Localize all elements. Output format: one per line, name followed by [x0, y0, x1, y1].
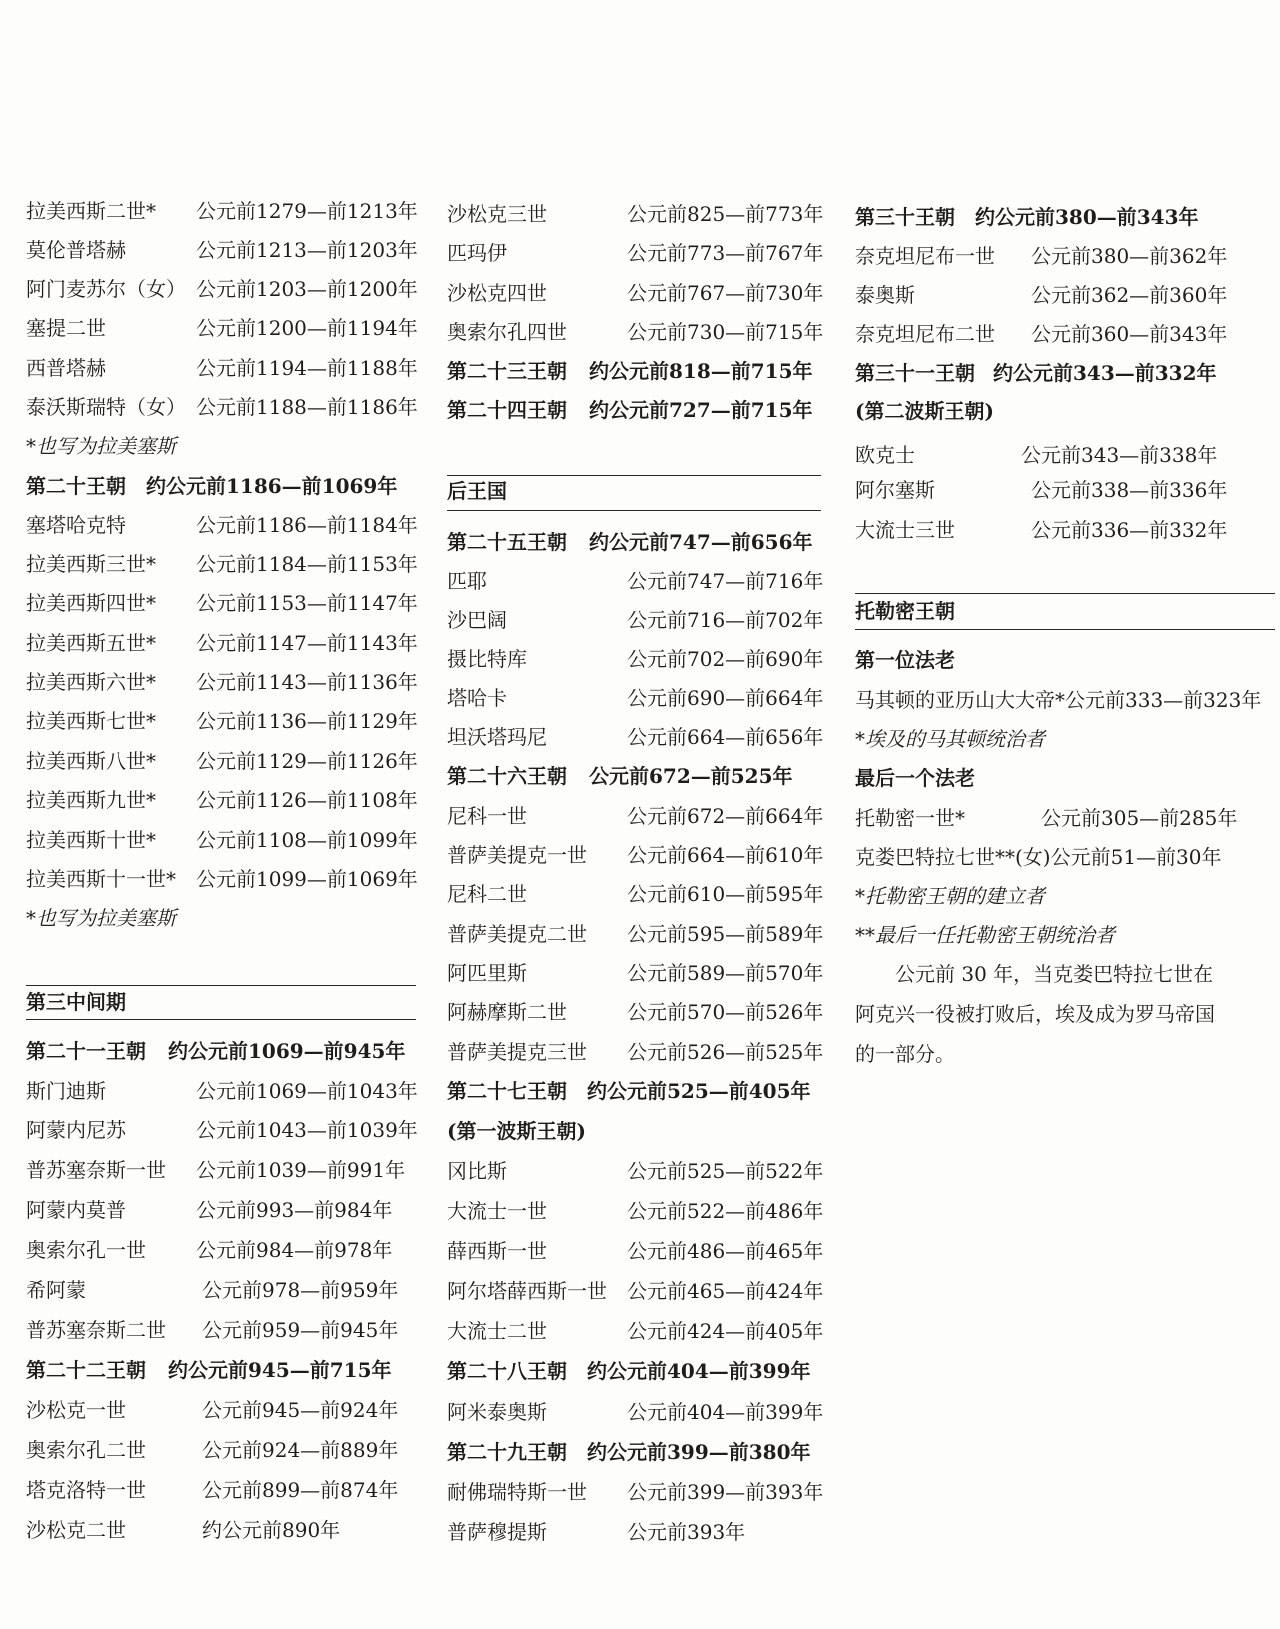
- reign-date: 公元前1069—前1043年: [196, 1079, 418, 1103]
- reign-date: 公元前343—前338年: [1021, 443, 1218, 467]
- reign-date: 公元前610—前595年: [627, 882, 824, 906]
- ruler-name: 莫伦普塔赫: [26, 238, 126, 262]
- ruler-name: 沙松克一世: [26, 1398, 126, 1422]
- ruler-name: 拉美西斯六世*: [26, 670, 156, 694]
- ruler-name: 阿蒙内尼苏: [26, 1118, 126, 1142]
- ruler-name: 普苏塞奈斯一世: [26, 1158, 166, 1182]
- ruler-name: 普萨美提克二世: [447, 922, 587, 946]
- ruler-name: 耐佛瑞特斯一世: [447, 1480, 587, 1504]
- ruler-name: 沙松克四世: [447, 281, 547, 305]
- reign-date: 公元前1203—前1200年: [196, 277, 418, 301]
- reign-date: 公元前1213—前1203年: [196, 238, 418, 262]
- reign-date: 公元前1147—前1143年: [196, 631, 418, 655]
- ruler-name: 拉美西斯四世*: [26, 591, 156, 615]
- footnote: **最后一任托勒密王朝统治者: [855, 923, 1115, 947]
- reign-date: 公元前1143—前1136年: [196, 670, 418, 694]
- ruler-name: 奥索尔孔一世: [26, 1238, 146, 1262]
- footnote: *也写为拉美塞斯: [26, 906, 176, 930]
- reign-date: 公元前595—前589年: [627, 922, 824, 946]
- dynasty-date: 约公元前727—前715年: [589, 398, 813, 422]
- ruler-name: 普苏塞奈斯二世: [26, 1318, 166, 1342]
- reign-date: 公元前924—前889年: [202, 1438, 399, 1462]
- reign-date: 公元前1184—前1153年: [196, 552, 418, 576]
- dynasty-date: 约公元前380—前343年: [975, 205, 1199, 229]
- reign-date: 公元前767—前730年: [627, 281, 824, 305]
- reign-date: 约公元前890年: [202, 1518, 341, 1542]
- ruler-name: 西普塔赫: [26, 356, 106, 380]
- ruler-name: 大流士三世: [855, 518, 955, 542]
- reign-date: 公元前773—前767年: [627, 241, 824, 265]
- dynasty-date: 约公元前343—前332年: [993, 361, 1217, 385]
- reign-date: 公元前716—前702年: [627, 608, 824, 632]
- ruler-entry: 马其顿的亚历山大大帝*公元前333—前323年: [855, 688, 1262, 712]
- dynasty-name: 第二十六王朝: [447, 764, 567, 788]
- dynasty-name: 第二十五王朝: [447, 530, 567, 554]
- reign-date: 公元前465—前424年: [627, 1279, 824, 1303]
- ruler-name: 薛西斯一世: [447, 1239, 547, 1263]
- ruler-name: 匹耶: [447, 569, 487, 593]
- reign-date: 公元前362—前360年: [1031, 283, 1228, 307]
- dynasty-name: 第二十一王朝: [26, 1039, 146, 1063]
- reign-date: 公元前522—前486年: [627, 1199, 824, 1223]
- ruler-name: 拉美西斯七世*: [26, 709, 156, 733]
- dynasty-date: 约公元前1069—前945年: [168, 1039, 406, 1063]
- dynasty-name: 第二十九王朝: [447, 1440, 567, 1464]
- dynasty-name: 第二十三王朝: [447, 359, 567, 383]
- reign-date: 公元前336—前332年: [1031, 518, 1228, 542]
- dynasty-name: 第三十一王朝: [855, 361, 975, 385]
- reign-date: 公元前570—前526年: [627, 1000, 824, 1024]
- ruler-name: 沙松克二世: [26, 1518, 126, 1542]
- reign-date: 公元前664—前656年: [627, 725, 824, 749]
- section-rule-top: [855, 593, 1275, 594]
- ruler-name: 斯门迪斯: [26, 1079, 106, 1103]
- reign-date: 公元前984—前978年: [196, 1238, 393, 1262]
- footnote: *也写为拉美塞斯: [26, 434, 176, 458]
- reign-date: 公元前380—前362年: [1031, 244, 1228, 268]
- reign-date: 公元前1136—前1129年: [196, 709, 418, 733]
- ruler-name: 阿尔塞斯: [855, 478, 935, 502]
- ruler-name: 拉美西斯二世*: [26, 199, 156, 223]
- dynasty-date: 约公元前945—前715年: [168, 1358, 392, 1382]
- ruler-name: 大流士二世: [447, 1319, 547, 1343]
- dynasty-date: 公元前672—前525年: [589, 764, 793, 788]
- closing-paragraph: 公元前 30 年，当克娄巴特拉七世在阿克兴一役被打败后，埃及成为罗马帝国的一部分。: [855, 962, 1215, 1066]
- reign-date: 公元前672—前664年: [627, 804, 824, 828]
- ruler-name: 尼科二世: [447, 882, 527, 906]
- ruler-name: 冈比斯: [447, 1159, 507, 1183]
- ruler-name: 坦沃塔玛尼: [447, 725, 547, 749]
- reign-date: 公元前1129—前1126年: [196, 749, 418, 773]
- subsection-heading: 最后一个法老: [855, 766, 975, 790]
- reign-date: 公元前526—前525年: [627, 1040, 824, 1064]
- ruler-name: 奈克坦尼布一世: [855, 244, 995, 268]
- reign-date: 公元前589—前570年: [627, 961, 824, 985]
- reign-date: 公元前899—前874年: [202, 1478, 399, 1502]
- ruler-name: 沙松克三世: [447, 202, 547, 226]
- reign-date: 公元前690—前664年: [627, 686, 824, 710]
- ruler-name: 拉美西斯九世*: [26, 788, 156, 812]
- dynasty-subtitle: (第二波斯王朝): [855, 399, 994, 423]
- ruler-name: 奥索尔孔四世: [447, 320, 567, 344]
- section-rule-bottom: [26, 1019, 416, 1020]
- ruler-name: 摄比特库: [447, 647, 527, 671]
- ruler-name: 阿匹里斯: [447, 961, 527, 985]
- ruler-name: 匹玛伊: [447, 241, 507, 265]
- reign-date: 公元前424—前405年: [627, 1319, 824, 1343]
- ruler-name: 奥索尔孔二世: [26, 1438, 146, 1462]
- reign-date: 公元前1279—前1213年: [196, 199, 418, 223]
- dynasty-date: 约公元前399—前380年: [587, 1440, 811, 1464]
- section-heading: 第三中间期: [26, 990, 126, 1014]
- ruler-name: 大流士一世: [447, 1199, 547, 1223]
- reign-date: 公元前338—前336年: [1031, 478, 1228, 502]
- dynasty-name: 第二十八王朝: [447, 1359, 567, 1383]
- reign-date: 公元前664—前610年: [627, 843, 824, 867]
- reign-date: 公元前1194—前1188年: [196, 356, 418, 380]
- ruler-name: 沙巴阔: [447, 608, 507, 632]
- section-rule-bottom: [447, 510, 821, 511]
- ruler-name: 阿蒙内莫普: [26, 1198, 126, 1222]
- reign-date: 公元前1099—前1069年: [196, 867, 418, 891]
- section-rule-top: [447, 475, 821, 476]
- ruler-name: 拉美西斯五世*: [26, 631, 156, 655]
- reign-date: 公元前399—前393年: [627, 1480, 824, 1504]
- ruler-name: 尼科一世: [447, 804, 527, 828]
- dynasty-name: 第二十七王朝: [447, 1079, 567, 1103]
- ruler-name: 阿赫摩斯二世: [447, 1000, 567, 1024]
- reign-date: 公元前1200—前1194年: [196, 316, 418, 340]
- reign-date: 公元前747—前716年: [627, 569, 824, 593]
- ruler-name: 阿尔塔薛西斯一世: [447, 1279, 607, 1303]
- ruler-name: 泰奥斯: [855, 283, 915, 307]
- ruler-name: 托勒密一世*: [855, 806, 965, 830]
- ruler-name: 普萨美提克一世: [447, 843, 587, 867]
- ruler-name: 阿米泰奥斯: [447, 1400, 547, 1424]
- ruler-name: 欧克士: [855, 443, 915, 467]
- reign-date: 公元前945—前924年: [202, 1398, 399, 1422]
- section-heading: 后王国: [447, 479, 507, 503]
- reign-date: 公元前393年: [627, 1520, 746, 1544]
- ruler-entry: 克娄巴特拉七世**(女)公元前51—前30年: [855, 845, 1222, 869]
- reign-date: 公元前825—前773年: [627, 202, 824, 226]
- reign-date: 公元前305—前285年: [1041, 806, 1238, 830]
- reign-date: 公元前959—前945年: [202, 1318, 399, 1342]
- reign-date: 公元前1153—前1147年: [196, 591, 418, 615]
- ruler-name: 拉美西斯十世*: [26, 828, 156, 852]
- footnote: *埃及的马其顿统治者: [855, 727, 1045, 751]
- dynasty-date: 约公元前525—前405年: [587, 1079, 811, 1103]
- ruler-name: 塔哈卡: [447, 686, 507, 710]
- dynasty-date: 约公元前747—前656年: [589, 530, 813, 554]
- reign-date: 公元前1039—前991年: [196, 1158, 406, 1182]
- dynasty-date: 约公元前404—前399年: [587, 1359, 811, 1383]
- ruler-name: 阿门麦苏尔（女）: [26, 277, 186, 301]
- section-rule-bottom: [855, 629, 1275, 630]
- dynasty-date: 约公元前1186—前1069年: [146, 474, 398, 498]
- section-rule-top: [26, 985, 416, 986]
- reign-date: 公元前1043—前1039年: [196, 1118, 418, 1142]
- dynasty-subtitle: (第一波斯王朝): [447, 1119, 586, 1143]
- ruler-name: 拉美西斯八世*: [26, 749, 156, 773]
- ruler-name: 拉美西斯三世*: [26, 552, 156, 576]
- ruler-name: 塔克洛特一世: [26, 1478, 146, 1502]
- reign-date: 公元前525—前522年: [627, 1159, 824, 1183]
- ruler-name: 泰沃斯瑞特（女）: [26, 395, 186, 419]
- ruler-name: 希阿蒙: [26, 1278, 86, 1302]
- reign-date: 公元前486—前465年: [627, 1239, 824, 1263]
- ruler-name: 塞提二世: [26, 316, 106, 340]
- reign-date: 公元前730—前715年: [627, 320, 824, 344]
- ruler-name: 拉美西斯十一世*: [26, 867, 176, 891]
- reign-date: 公元前360—前343年: [1031, 322, 1228, 346]
- ruler-name: 普萨穆提斯: [447, 1520, 547, 1544]
- reign-date: 公元前978—前959年: [202, 1278, 399, 1302]
- dynasty-name: 第二十王朝: [26, 474, 126, 498]
- reign-date: 公元前702—前690年: [627, 647, 824, 671]
- ruler-name: 奈克坦尼布二世: [855, 322, 995, 346]
- reign-date: 公元前993—前984年: [196, 1198, 393, 1222]
- ruler-name: 普萨美提克三世: [447, 1040, 587, 1064]
- dynasty-date: 约公元前818—前715年: [589, 359, 813, 383]
- ruler-name: 塞塔哈克特: [26, 513, 126, 537]
- subsection-heading: 第一位法老: [855, 648, 955, 672]
- footnote: *托勒密王朝的建立者: [855, 884, 1045, 908]
- dynasty-name: 第二十二王朝: [26, 1358, 146, 1382]
- reign-date: 公元前1126—前1108年: [196, 788, 418, 812]
- dynasty-name: 第二十四王朝: [447, 398, 567, 422]
- section-heading: 托勒密王朝: [855, 599, 955, 623]
- reign-date: 公元前404—前399年: [627, 1400, 824, 1424]
- reign-date: 公元前1186—前1184年: [196, 513, 418, 537]
- reign-date: 公元前1108—前1099年: [196, 828, 418, 852]
- dynasty-name: 第三十王朝: [855, 205, 955, 229]
- reign-date: 公元前1188—前1186年: [196, 395, 418, 419]
